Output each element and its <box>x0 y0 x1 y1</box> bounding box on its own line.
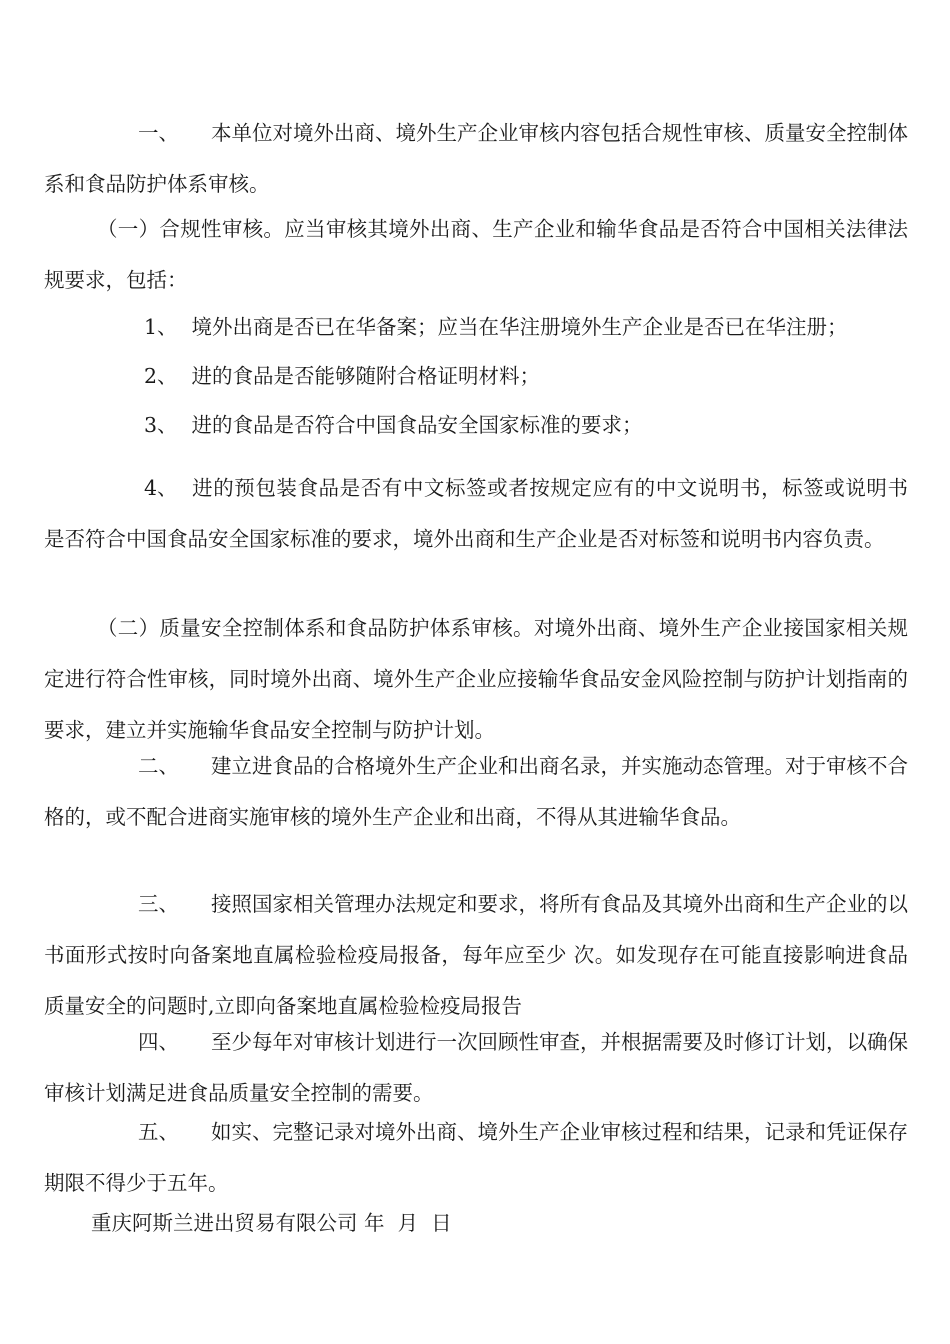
signature-line <box>44 1198 908 1249</box>
list-item-text: 境外出商是否已在华备案；应当在华注册境外生产企业是否已在华注册； <box>191 315 848 339</box>
section-2 <box>44 741 908 843</box>
list-item-text: 进的食品是否能够随附合格证明材料； <box>191 364 541 388</box>
section-5-text: 如实、完整记录对境外出商、境外生产企业审核过程和结果，记录和凭证保存期限不得少于五年。 <box>44 1120 908 1195</box>
list-item <box>44 463 908 565</box>
list-item-number: 4、 <box>144 476 178 500</box>
list-item-number: 3、 <box>144 413 178 437</box>
section-1-number: 一、 <box>138 121 179 145</box>
company-name: 重庆阿斯兰进出贸易有限公司 <box>91 1211 358 1235</box>
section-5 <box>44 1107 908 1209</box>
list-item-number: 1、 <box>144 315 178 339</box>
list-item-text: 进的食品是否符合中国食品安全国家标准的要求； <box>191 413 643 437</box>
section-4 <box>44 1017 908 1119</box>
list-item <box>44 302 908 353</box>
signature-date: 年 月 日 <box>364 1211 452 1235</box>
section-2-number: 二、 <box>138 754 179 778</box>
section-1-text: 本单位对境外出商、境外生产企业审核内容包括合规性审核、质量安全控制体系和食品防护体系审核。 <box>44 121 908 196</box>
list-item-text: 进的预包装食品是否有中文标签或者按规定应有的中文说明书，标签或说明书是否符合中国食品安全国家标准的要求，境外出商和生产企业是否对标签和说明书内容负责。 <box>44 476 908 551</box>
section-3-text: 接照国家相关管理办法规定和要求，将所有食品及其境外出商和生产企业的以书面形式按时向备案地直属检验检疫局报备，每年应至少 次。如发现存在可能直接影响进食品质量安全的问题时,立即向备案地直属检验检疫局报告 <box>44 892 908 1018</box>
subsection-1-text: （一）合规性审核。应当审核其境外出商、生产企业和输华食品是否符合中国相关法律法规要求，包括： <box>44 217 908 292</box>
section-5-number: 五、 <box>138 1120 179 1144</box>
subsection-2 <box>44 603 908 756</box>
subsection-1 <box>44 204 908 306</box>
section-1 <box>44 108 908 210</box>
section-4-number: 四、 <box>138 1030 179 1054</box>
list-item <box>44 351 908 402</box>
section-4-text: 至少每年对审核计划进行一次回顾性审查，并根据需要及时修订计划，以确保审核计划满足进食品质量安全控制的需要。 <box>44 1030 908 1105</box>
section-3 <box>44 879 908 1032</box>
section-2-text: 建立进食品的合格境外生产企业和出商名录，并实施动态管理。对于审核不合格的，或不配合进商实施审核的境外生产企业和出商，不得从其进输华食品。 <box>44 754 908 829</box>
list-item <box>44 400 908 451</box>
list-item-number: 2、 <box>144 364 178 388</box>
subsection-2-text: （二）质量安全控制体系和食品防护体系审核。对境外出商、境外生产企业接国家相关规定进行符合性审核，同时境外出商、境外生产企业应接输华食品安金风险控制与防护计划指南的要求，建立并实施输华食品安全控制与防护计划。 <box>44 616 908 742</box>
section-3-number: 三、 <box>138 892 179 916</box>
